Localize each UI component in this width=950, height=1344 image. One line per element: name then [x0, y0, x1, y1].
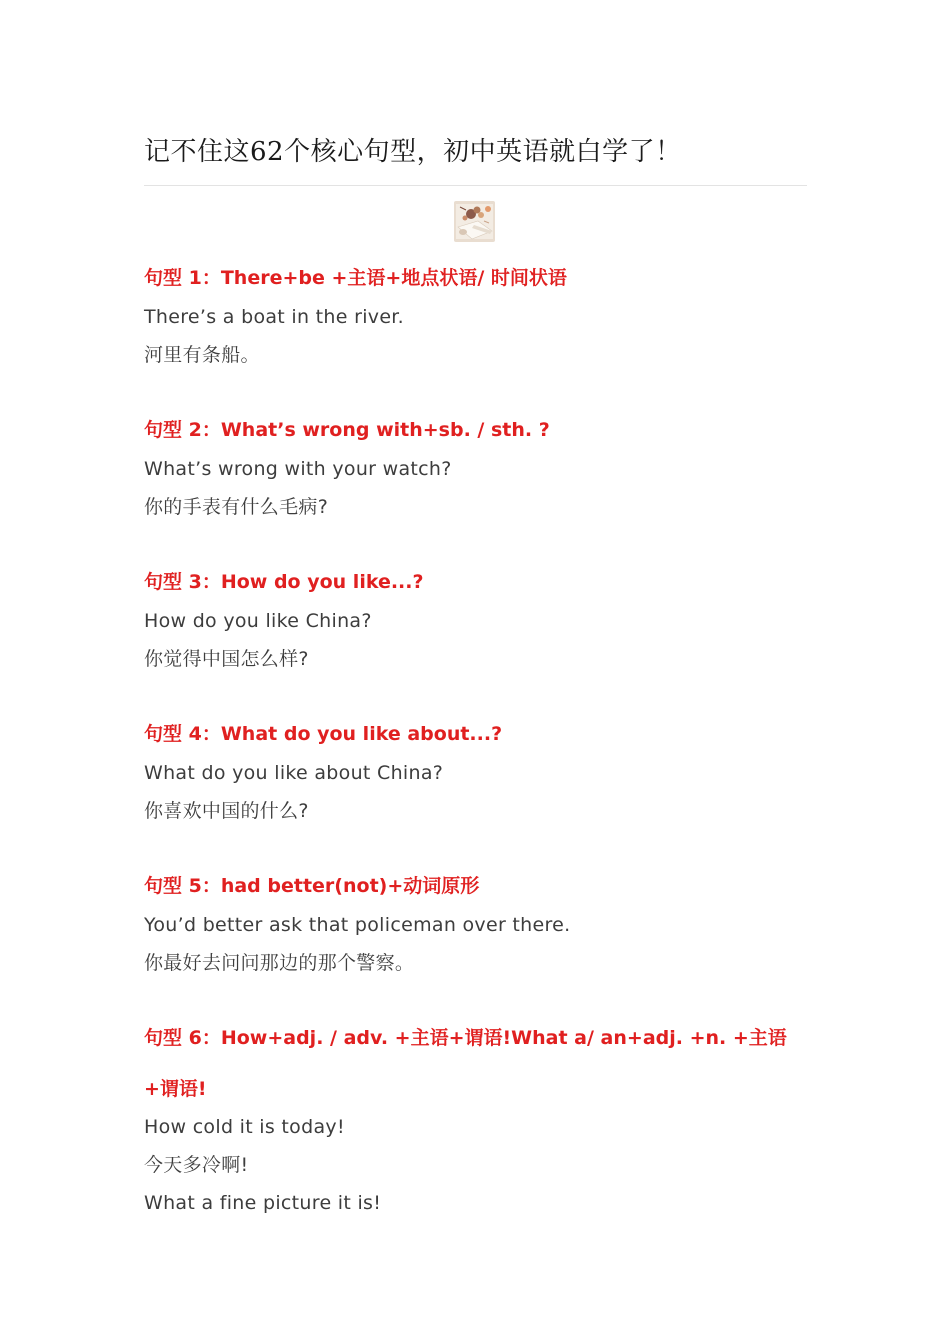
pattern-heading: 句型 2：What’s wrong with+sb. / sth. ? [144, 419, 550, 441]
page-title: 记不住这62个核心句型，初中英语就白学了！ [144, 137, 682, 167]
pattern-section [144, 566, 807, 678]
pattern-heading: 句型 1：There+be +主语+地点状语/ 时间状语 [144, 267, 567, 289]
example-sentence: What do you like about China? [144, 762, 444, 784]
example-translation: 你最好去问问那边的那个警察。 [144, 952, 415, 974]
pattern-section [144, 262, 807, 374]
example-translation: 你喜欢中国的什么? [144, 800, 309, 822]
example-sentence: You’d better ask that policeman over there. [144, 914, 571, 936]
example-sentence: How do you like China? [144, 610, 372, 632]
pattern-heading: 句型 3：How do you like...? [144, 571, 424, 593]
example-translation: 今天多冷啊! [144, 1154, 249, 1176]
pattern-section [144, 870, 807, 982]
example-translation: 你觉得中国怎么样? [144, 648, 309, 670]
example-sentence: How cold it is today! [144, 1116, 345, 1138]
header-image [454, 201, 495, 242]
sentence-pattern-list [144, 262, 807, 1262]
example-sentence: There’s a boat in the river. [144, 306, 405, 328]
title-divider [144, 185, 807, 186]
example-sentence: What’s wrong with your watch? [144, 458, 452, 480]
pattern-section [144, 718, 807, 830]
example-translation: 你的手表有什么毛病? [144, 496, 329, 518]
example-sentence: What a fine picture it is! [144, 1192, 382, 1214]
pattern-heading: 句型 5：had better(not)+动词原形 [144, 875, 480, 897]
pattern-heading: 句型 4：What do you like about...? [144, 723, 503, 745]
pattern-section [144, 414, 807, 526]
pattern-section [144, 1013, 807, 1222]
pattern-heading: 句型 6：How+adj. / adv. +主语+谓语!What a/ an+adj. +n. +主语+谓语! [144, 1027, 787, 1100]
example-translation: 河里有条船。 [144, 344, 260, 366]
